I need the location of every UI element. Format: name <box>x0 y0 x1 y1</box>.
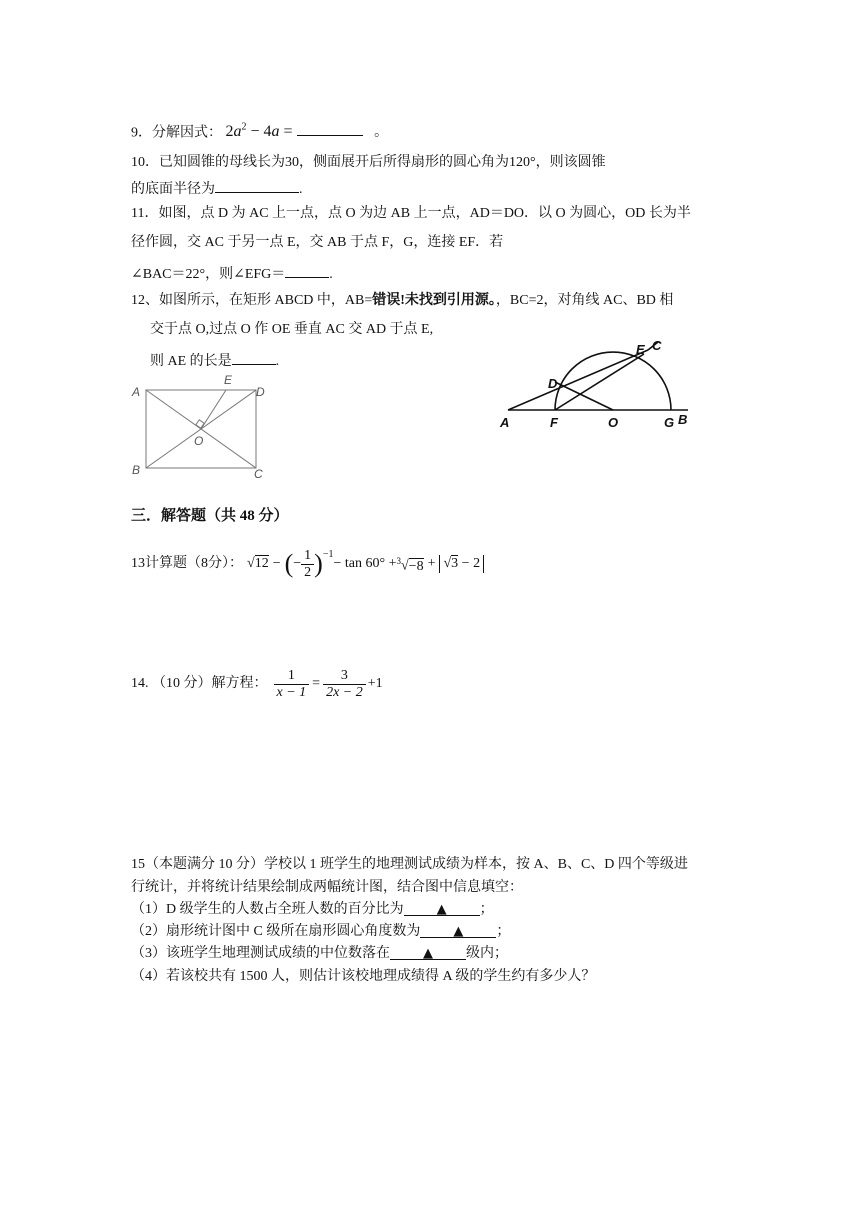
question-15-line2: 行统计，并将统计结果绘制成两幅统计图，结合图中信息填空： <box>131 880 523 895</box>
q10-answer-blank[interactable] <box>215 178 299 193</box>
label-b: B <box>678 412 688 427</box>
question-15-part4: （4）若该校共有 1500 人，则估计该校地理成绩得 A 级的学生约有多少人？ <box>131 969 596 984</box>
circle-figure <box>498 338 708 434</box>
cube-root-neg8: $^3$√−8 <box>396 556 424 574</box>
q11-answer-blank[interactable] <box>285 263 329 278</box>
q12-answer-blank[interactable] <box>232 350 276 365</box>
q15-part2-blank[interactable]: ▲ <box>420 923 496 938</box>
question-13: 13计算题（8分）： √12 − ( − $\frac{1}{2}$ ) $^{-1}$ − tan 60° + $^3$√−8 + √3 − 2 <box>131 546 484 582</box>
semicircle <box>555 352 671 410</box>
label-c: C <box>652 338 662 353</box>
question-11-line3: ∠BAC＝22°，则∠EFG＝ . <box>131 263 333 284</box>
question-15-part2: （2）扇形统计图中 C 级所在扇形圆心角度数为 ▲ ； <box>131 924 511 939</box>
label-d: D <box>256 385 265 399</box>
question-15-line1: 15（本题满分 10 分）学校以 1 班学生的地理测试成绩为样本，按 A、B、C、D 四个等级进 <box>131 857 688 872</box>
question-11-line2: 径作圆，交 AC 于另一点 E，交 AB 于点 F，G，连接 EF．若 <box>131 235 504 250</box>
question-11-line1: 11．如图，点 D 为 AC 上一点，点 O 为边 AB 上一点，AD＝DO．以 O 为圆心，OD 长为半 <box>131 206 691 221</box>
q9-suffix: 。 <box>374 125 389 141</box>
q15-part1-blank[interactable]: ▲ <box>404 901 480 916</box>
label-e: E <box>224 373 233 387</box>
question-9 <box>131 119 388 142</box>
q9-prefix: 9．分解因式： <box>131 125 222 141</box>
fraction-lhs: $\frac{1}{x - 1}$ <box>274 668 310 701</box>
label-e: E <box>636 342 645 357</box>
question-12-line3: 则 AE 的长是 . <box>150 350 279 371</box>
fraction-one-half: $\frac{1}{2}$ <box>301 548 314 581</box>
label-a: A <box>132 385 141 399</box>
segment-ef <box>555 354 644 410</box>
question-14: 14. （10 分）解方程： $\frac{1}{x - 1}$ = $\frac{3}{2x - 2}$ +1 <box>131 667 383 700</box>
sqrt-12: √12 <box>247 556 269 571</box>
label-c: C <box>254 467 263 478</box>
reference-error: 错误!未找到引用源。 <box>372 293 496 308</box>
question-15-part3: （3）该班学生地理测试成绩的中位数落在 ▲ 级内； <box>131 946 508 961</box>
section-3-title: 三．解答题（共 48 分） <box>131 508 289 524</box>
paren-half: ( <box>284 549 294 578</box>
line-ac <box>508 350 648 410</box>
rectangle-figure <box>128 372 268 478</box>
label-g: G <box>664 415 675 430</box>
label-f: F <box>550 415 558 430</box>
question-15-part1: （1）D 级学生的人数占全班人数的百分比为 ▲ ； <box>131 902 494 917</box>
segment-do <box>555 382 613 410</box>
label-o: O <box>194 434 204 448</box>
label-b: B <box>132 463 141 477</box>
question-12-line1: 12、如图所示，在矩形 ABCD 中，AB=错误!未找到引用源。，BC=2，对角线 AC、BD 相 <box>131 293 674 308</box>
label-a: A <box>500 415 510 430</box>
fraction-rhs: $\frac{3}{2x - 2}$ <box>323 668 366 701</box>
absolute-value: √3 − 2 <box>439 555 484 573</box>
q9-expression: $2a^2 - 4a$ = <box>225 122 297 141</box>
question-12-line2: 交于点 O,过点 O 作 OE 垂直 AC 交 AD 于点 E, <box>150 322 434 337</box>
q15-part3-blank[interactable]: ▲ <box>390 945 466 960</box>
q9-answer-blank[interactable] <box>297 121 363 136</box>
label-d: D <box>548 376 558 391</box>
exponent-neg1: −1 <box>322 549 334 560</box>
right-angle-mark <box>196 420 204 428</box>
label-o: O <box>608 415 619 430</box>
question-10-line1: 10．已知圆锥的母线长为30，侧面展开后所得扇形的圆心角为120°，则该圆锥 <box>131 155 606 170</box>
question-10-line2: 的底面半径为 . <box>131 178 303 199</box>
